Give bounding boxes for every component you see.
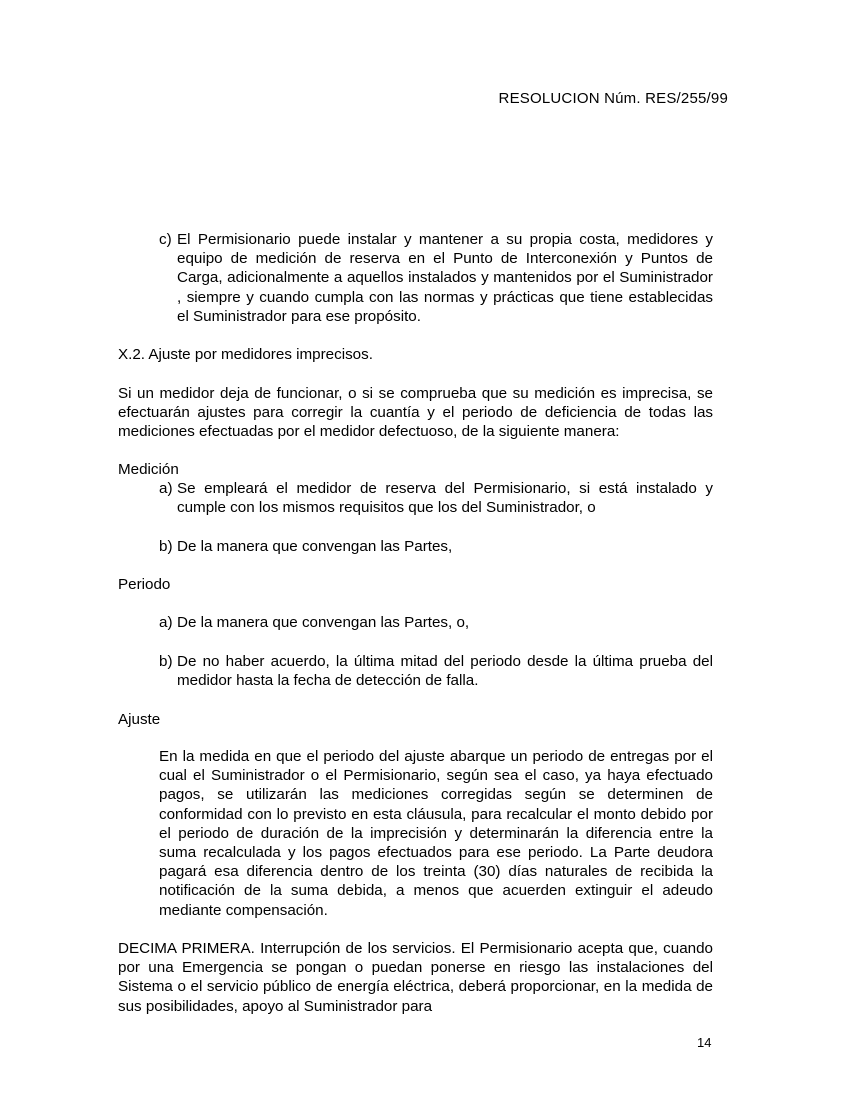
list-label: b) — [159, 538, 173, 555]
page-number: 14 — [697, 1035, 712, 1050]
resolution-header: RESOLUCION Núm. RES/255/99 — [498, 90, 728, 107]
periodo-heading: Periodo — [118, 576, 171, 593]
list-label: c) — [159, 231, 172, 248]
periodo-item-b — [159, 652, 713, 692]
decima-primera-paragraph: DECIMA PRIMERA. Interrupción de los servicios. El Permisionario acepta que, cuando por una Emergencia se pongan o puedan ponerse en riesgo las instalaciones del Sistema o el servicio público de energía eléctrica, deberá proporcionar, en la medida de sus posibilidades, apoyo al Suministrador para — [118, 940, 713, 1015]
list-text: De la manera que convengan las Partes, o, — [177, 614, 470, 631]
medicion-item-b — [159, 537, 713, 557]
list-text: Se empleará el medidor de reserva del Permisionario, si está instalado y cumple con los mismos requisitos que los del Suministrador, o — [177, 480, 713, 517]
list-label: a) — [159, 480, 173, 497]
section-title: X.2. Ajuste por medidores imprecisos. — [118, 346, 373, 363]
medicion-heading: Medición — [118, 461, 179, 478]
list-text: El Permisionario puede instalar y mantener a su propia costa, medidores y equipo de medición de reserva en el Punto de Interconexión y Puntos de Carga, adicionalmente a aquellos instalados y mantenidos por el Suministrador , siempre y cuando cumpla con las normas y prácticas que tiene establecidas el Suministrador para ese propósito. — [177, 231, 713, 325]
ajuste-heading: Ajuste — [118, 711, 161, 728]
list-label: a) — [159, 614, 173, 631]
ajuste-paragraph: En la medida en que el periodo del ajuste abarque un periodo de entregas por el cual el Suministrador o el Permisionario, según sea el caso, ya haya efectuado pagos, se utilizarán las mediciones corregidas según se determinen de conformidad con lo previsto en esta cláusula, para recalcular el monto debido por el periodo de duración de la imprecisión y determinarán la diferencia entre la suma recalculada y los pagos efectuados para ese periodo. La Parte deudora pagará esa diferencia dentro de los treinta (30) días naturales de recibida la notificación de la suma debida, a menos que acuerden extinguir el adeudo mediante compensación. — [159, 748, 713, 919]
periodo-item-a — [159, 613, 713, 633]
list-text: De no haber acuerdo, la última mitad del periodo desde la última prueba del medidor hasta la fecha de detección de falla. — [177, 653, 713, 690]
medicion-item-a — [159, 479, 713, 519]
list-text: De la manera que convengan las Partes, — [177, 538, 453, 555]
section-intro: Si un medidor deja de funcionar, o si se comprueba que su medición es imprecisa, se efectuarán ajustes para corregir la cuantía y el periodo de deficiencia de todas las mediciones efectuadas por el medidor defectuoso, de la siguiente manera: — [118, 385, 713, 441]
list-item-c — [159, 230, 713, 326]
list-label: b) — [159, 653, 173, 670]
